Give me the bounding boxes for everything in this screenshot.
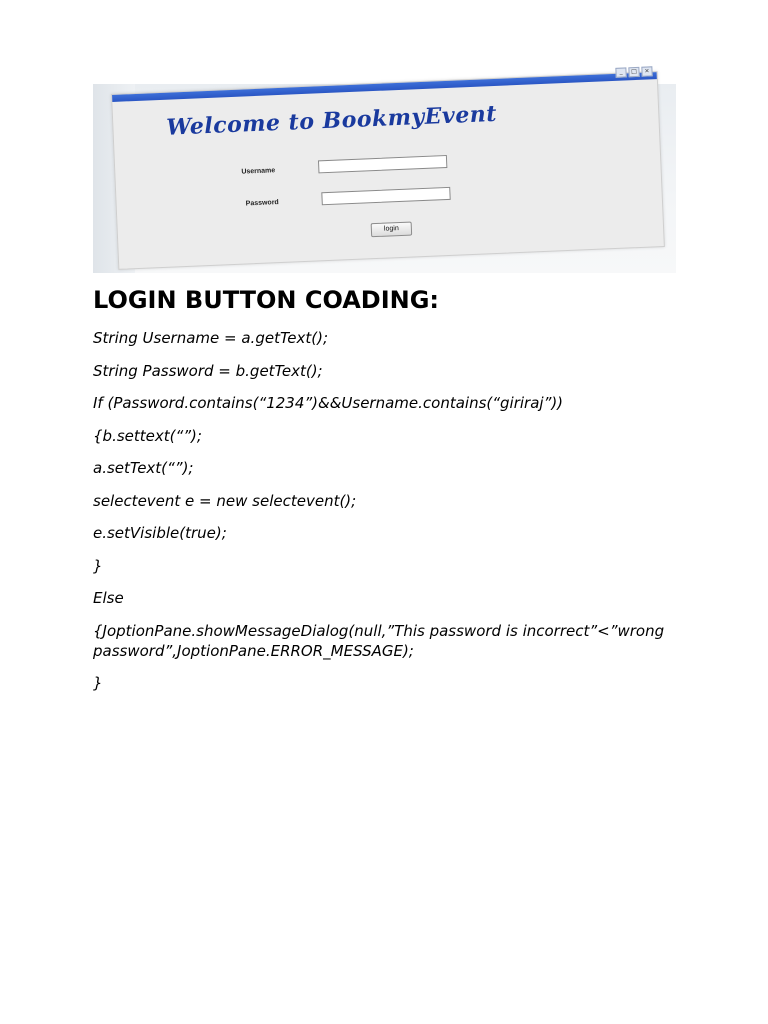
code-line: {b.settext(“”); (93, 426, 202, 445)
code-line: If (Password.contains(“1234”)&&Username.contains(“giriraj”)) (93, 394, 564, 412)
code-line: String Username = a.getText(); (93, 329, 329, 347)
password-label: Password (245, 199, 279, 208)
code-line: selectevent e = new selectevent(); (93, 491, 357, 510)
close-icon[interactable]: × (641, 66, 652, 76)
minimize-icon[interactable]: _ (615, 67, 626, 77)
code-line: {JoptionPane.showMessageDialog(null,”This password is incorrect”<”wrong password”,JoptionPane.ERROR_MESSAGE); (93, 621, 665, 660)
login-button[interactable]: login (371, 222, 413, 238)
maximize-icon[interactable]: □ (628, 67, 639, 77)
code-line: e.setVisible(true); (93, 524, 227, 542)
password-field[interactable] (321, 187, 450, 205)
window-titlebar (112, 67, 657, 102)
code-line: a.setText(“”); (93, 459, 194, 477)
login-screenshot-figure (93, 67, 676, 273)
login-window (111, 67, 665, 270)
section-heading: LOGIN BUTTON COADING: (93, 286, 440, 314)
window-controls (615, 66, 652, 78)
code-line: Else (93, 589, 124, 607)
code-listing (93, 328, 693, 706)
username-label: Username (241, 167, 276, 176)
code-line: } (93, 674, 103, 692)
code-line: } (93, 556, 103, 575)
welcome-banner: Welcome to BookmyEvent (165, 100, 498, 141)
code-line: String Password = b.getText(); (93, 361, 323, 380)
username-field[interactable] (318, 155, 447, 173)
